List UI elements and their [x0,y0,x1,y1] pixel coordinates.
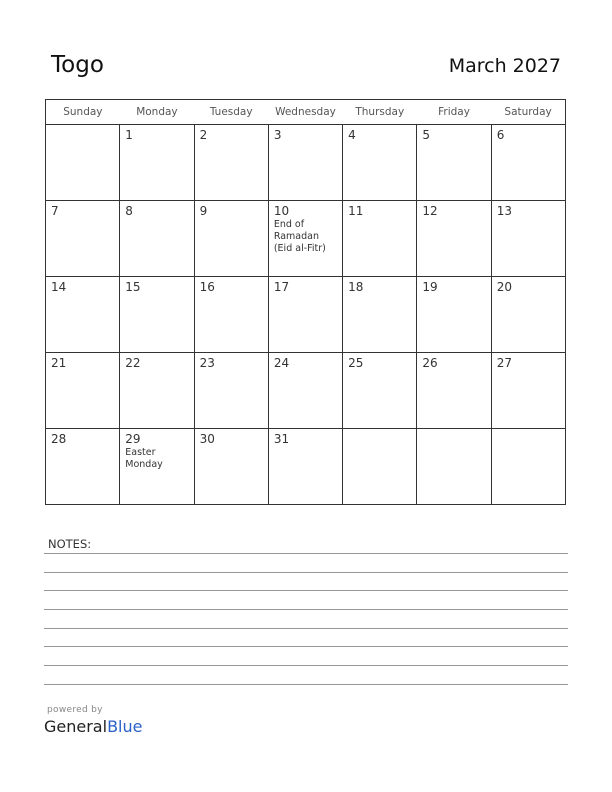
day-cell [194,125,268,201]
weekday-saturday: Saturday [491,100,565,125]
notes-line [44,553,568,554]
day-cell [120,429,194,505]
notes-line [44,609,568,610]
calendar-grid [45,99,566,505]
day-cell [268,429,342,505]
day-cell [343,201,417,277]
week-row [46,353,566,429]
generalblue-logo [44,717,142,736]
day-number: 3 [273,128,282,142]
notes-line [44,628,568,629]
holiday-label [125,447,193,471]
notes-line [44,665,568,666]
day-number: 6 [496,128,505,142]
day-cell [417,277,491,353]
holiday-label-line: (Eid al-Fitr) [273,243,326,254]
weekday-thursday: Thursday [343,100,417,125]
day-cell [491,125,565,201]
day-cell [268,125,342,201]
day-number: 13 [496,204,512,218]
day-number: 1 [125,128,133,142]
weekday-header-row [46,100,566,125]
day-number: 10 [273,204,290,218]
day-cell [343,429,417,505]
holiday-label [274,219,342,255]
day-cell [343,277,417,353]
day-number: 31 [273,432,290,446]
weekday-wednesday: Wednesday [268,100,342,125]
day-number: 2 [199,128,208,142]
day-cell [120,125,194,201]
day-cell [417,125,491,201]
day-number: 4 [348,128,356,142]
day-cell [343,125,417,201]
day-cell [46,201,120,277]
day-number: 14 [51,280,67,294]
week-row [46,125,566,201]
day-cell [491,277,565,353]
day-cell [417,429,491,505]
day-number: 27 [496,356,512,370]
day-number: 22 [125,356,141,370]
notes-line [44,590,568,591]
holiday-label-line: Easter [125,447,156,458]
day-number: 18 [348,280,364,294]
holiday-label-line: End of [273,219,305,230]
day-cell [46,353,120,429]
day-number: 17 [273,280,290,294]
weekday-friday: Friday [417,100,491,125]
day-cell [491,201,565,277]
weekday-sunday: Sunday [46,100,120,125]
day-number: 19 [422,280,438,294]
day-cell [194,277,268,353]
day-number: 21 [51,356,67,370]
day-cell [46,277,120,353]
week-row [46,201,566,277]
weekday-tuesday: Tuesday [194,100,268,125]
weekday-monday: Monday [120,100,194,125]
day-number: 26 [422,356,438,370]
month-year-title: March 2027 [448,55,561,77]
week-row [46,277,566,353]
day-cell [491,429,565,505]
day-number: 20 [496,280,512,294]
day-cell [120,353,194,429]
holiday-label-line: Ramadan [273,231,320,242]
day-cell [268,201,342,277]
day-number: 29 [125,432,141,446]
day-number: 16 [199,280,215,294]
day-cell [343,353,417,429]
day-number: 30 [199,432,215,446]
country-title: Togo [51,52,104,78]
holiday-label-line: Monday [125,459,163,470]
day-number: 23 [199,356,215,370]
day-cell [417,353,491,429]
day-cell [120,277,194,353]
powered-by-text: powered by [47,705,103,715]
day-cell [268,277,342,353]
day-number: 12 [422,204,438,218]
week-row [46,429,566,505]
notes-line [44,684,568,685]
day-cell [491,353,565,429]
day-cell [194,201,268,277]
day-number: 11 [348,204,364,218]
day-cell [417,201,491,277]
day-cell [46,429,120,505]
day-number: 7 [51,204,59,218]
notes-label: NOTES: [48,537,92,551]
logo-text-general: General [44,717,108,736]
day-number: 25 [348,356,364,370]
day-number: 24 [273,356,290,370]
day-cell [46,125,120,201]
day-number: 28 [51,432,67,446]
day-cell [194,429,268,505]
day-cell [194,353,268,429]
logo-text-blue: Blue [107,717,143,736]
day-number: 9 [199,204,208,218]
notes-line [44,572,568,573]
day-cell [268,353,342,429]
day-number: 8 [125,204,133,218]
day-number: 15 [125,280,141,294]
day-number: 5 [422,128,431,142]
day-cell [120,201,194,277]
notes-line [44,646,568,647]
